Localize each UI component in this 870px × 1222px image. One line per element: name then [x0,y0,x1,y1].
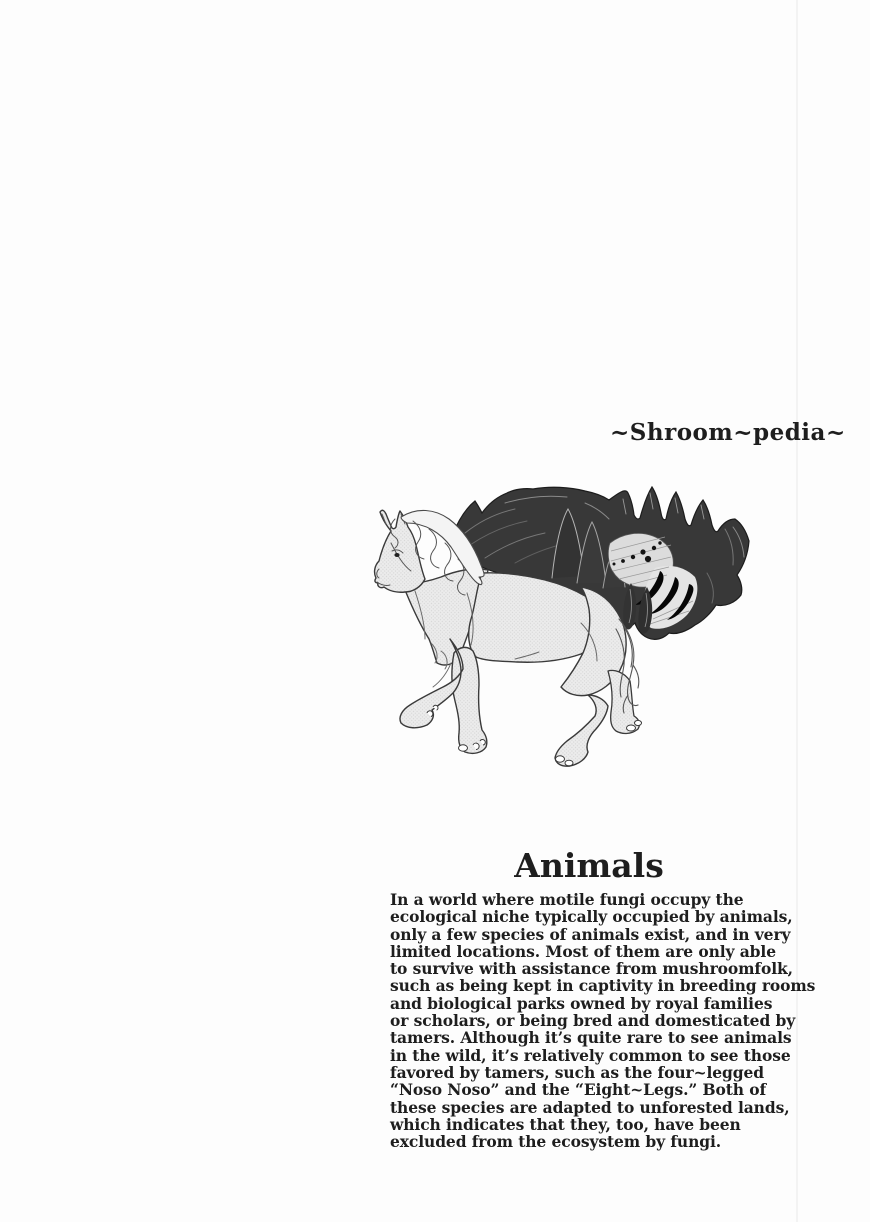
paragraph-line: and biological parks owned by royal families [390,993,773,1013]
article-title: Animals [514,846,664,885]
creature-illustration [355,473,770,783]
horse-front-toe [459,745,468,751]
paragraph-line: “Noso Noso” and the “Eight~Legs.” Both of [390,1080,767,1100]
paragraph-line: in the wild, it’s relatively common to see those [390,1045,791,1065]
horse-hind-far-toe [627,725,636,731]
noso-noso-and-eight-legs-drawing [355,473,770,783]
paragraph-line: tamers. Although it’s quite rare to see animals [390,1028,792,1048]
horse-front-leg-planted [452,647,487,753]
horse-hind-near-toe [565,760,573,766]
paragraph-line: ecological niche typically occupied by animals, [390,907,793,927]
paragraph-line: or scholars, or being bred and domesticated by [390,1011,796,1031]
paragraph-line: to survive with assistance from mushroomfolk, [390,959,793,979]
paragraph-line: such as being kept in captivity in breeding rooms [390,976,816,996]
paragraph-line: In a world where motile fungi occupy the [390,890,744,909]
horse-hind-leg-near [555,695,608,766]
horse-hind-near-toe [556,756,565,762]
article-body [390,890,816,1152]
paragraph-line: these species are adapted to unforested lands, [390,1097,790,1117]
horse-hind-far-toe [635,720,642,725]
paragraph-line: favored by tamers, such as the four~legged [390,1062,765,1082]
paragraph-line: only a few species of animals exist, and in very [390,924,791,944]
paragraph-line: excluded from the ecosystem by fungi. [390,1132,722,1152]
page-header-title: ~Shroom~pedia~ [610,419,846,446]
paragraph-line: limited locations. Most of them are only able [390,941,776,961]
paragraph-line: which indicates that they, too, have been [390,1114,741,1134]
horse-eye [394,553,399,557]
